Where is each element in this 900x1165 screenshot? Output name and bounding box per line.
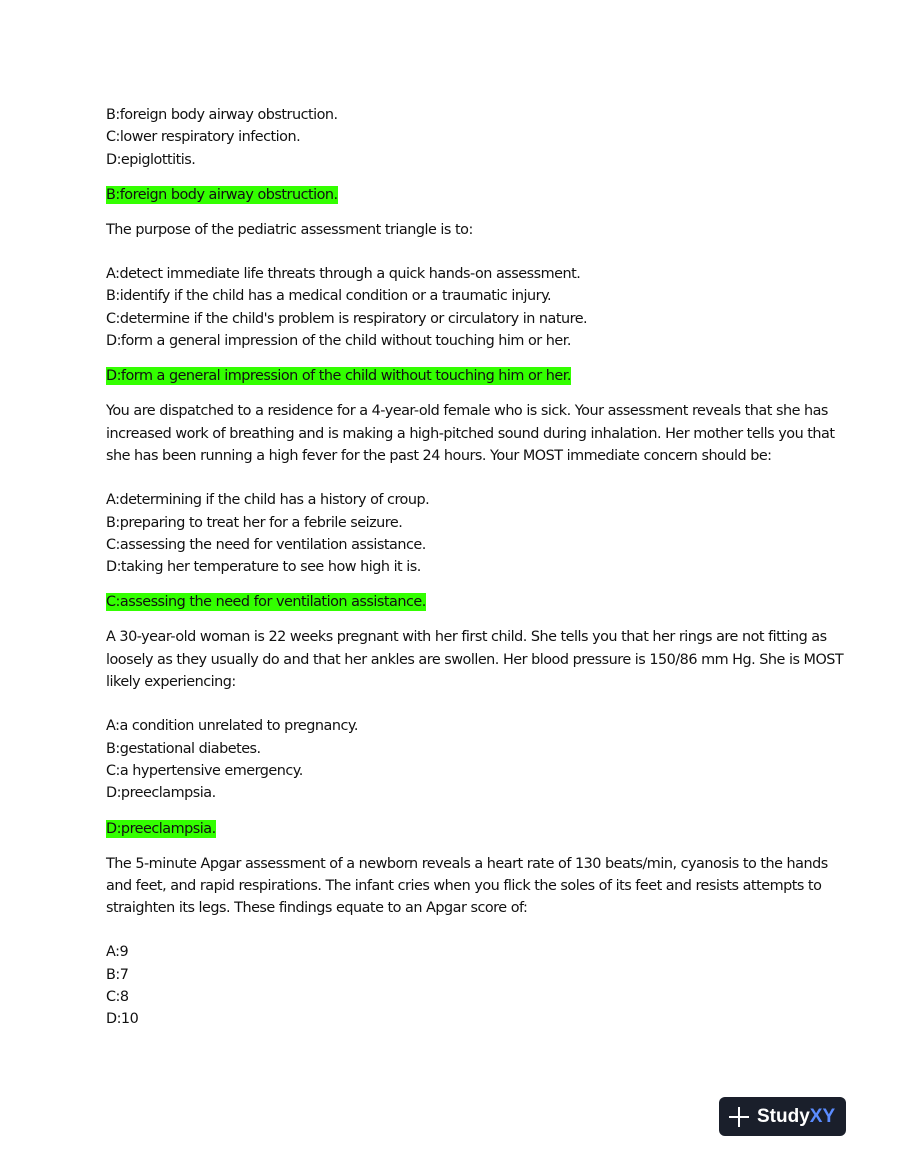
option-d: D:form a general impression of the child without touching him or her. — [106, 333, 571, 350]
spacer — [106, 241, 806, 263]
option-b: B:7 — [106, 966, 129, 983]
question-line: likely experiencing: — [106, 674, 236, 691]
q3-question — [106, 400, 835, 467]
q3-answer-row — [106, 591, 806, 615]
spacer — [106, 919, 806, 941]
q4-question — [106, 626, 844, 693]
document-page — [106, 104, 844, 1031]
option-c: C:8 — [106, 989, 129, 1006]
option-d: D:epiglottitis. — [106, 151, 196, 168]
option-b: B:preparing to treat her for a febrile seizure. — [106, 514, 403, 531]
answer-highlight: C:assessing the need for ventilation assistance. — [106, 594, 426, 611]
studyxy-logo[interactable] — [719, 1097, 846, 1136]
question-line: loosely as they usually do and that her ankles are swollen. Her blood pressure is 150/86 mm Hg. She is MOST — [106, 651, 844, 668]
question-line: A 30-year-old woman is 22 weeks pregnant with her first child. She tells you that her rings are not fitting as — [106, 629, 827, 646]
option-b: B:gestational diabetes. — [106, 740, 261, 757]
option-d: D:preeclampsia. — [106, 785, 216, 802]
spacer — [106, 467, 806, 489]
answer-highlight: D:form a general impression of the child without touching him or her. — [106, 368, 571, 385]
option-d: D:taking her temperature to see how high it is. — [106, 559, 421, 576]
option-b: B:identify if the child has a medical condition or a traumatic injury. — [106, 288, 552, 305]
answer-highlight: D:preeclampsia. — [106, 820, 216, 837]
logo-text-accent: XY — [809, 1105, 836, 1127]
q3-options — [106, 489, 806, 578]
logo-text-main: Study — [757, 1105, 810, 1127]
option-a: A:determining if the child has a history of croup. — [106, 492, 430, 509]
logo-text — [757, 1106, 835, 1128]
option-b: B:foreign body airway obstruction. — [106, 107, 338, 123]
q1-options — [106, 104, 806, 171]
plus-icon — [729, 1107, 749, 1127]
option-c: C:assessing the need for ventilation assistance. — [106, 536, 426, 553]
option-a: A:9 — [106, 944, 129, 961]
question-line: straighten its legs. These findings equate to an Apgar score of: — [106, 900, 528, 917]
option-c: C:determine if the child's problem is respiratory or circulatory in nature. — [106, 310, 588, 327]
q5-question — [106, 853, 828, 920]
q2-options — [106, 263, 806, 352]
question-line: increased work of breathing and is making a high-pitched sound during inhalation. Her mother tells you that — [106, 425, 835, 442]
q2-answer-row — [106, 365, 806, 389]
q1-answer-row — [106, 184, 806, 208]
answer-highlight: B:foreign body airway obstruction. — [106, 186, 338, 203]
option-c: C:a hypertensive emergency. — [106, 762, 303, 779]
option-c: C:lower respiratory infection. — [106, 129, 301, 146]
spacer — [106, 693, 806, 715]
question-line: You are dispatched to a residence for a 4-year-old female who is sick. Your assessment reveals that she has — [106, 403, 828, 420]
question-line: she has been running a high fever for the past 24 hours. Your MOST immediate concern should be: — [106, 447, 772, 464]
option-a: A:detect immediate life threats through a quick hands-on assessment. — [106, 266, 581, 283]
option-d: D:10 — [106, 1011, 139, 1028]
question-line: The 5-minute Apgar assessment of a newborn reveals a heart rate of 130 beats/min, cyanosis to the hands — [106, 855, 828, 872]
question-line: and feet, and rapid respirations. The infant cries when you flick the soles of its feet and resists attempts to — [106, 877, 822, 894]
q4-answer-row — [106, 818, 806, 842]
q5-options — [106, 941, 806, 1030]
q2-question: The purpose of the pediatric assessment triangle is to: — [106, 221, 473, 238]
q4-options — [106, 715, 806, 804]
option-a: A:a condition unrelated to pregnancy. — [106, 718, 358, 735]
